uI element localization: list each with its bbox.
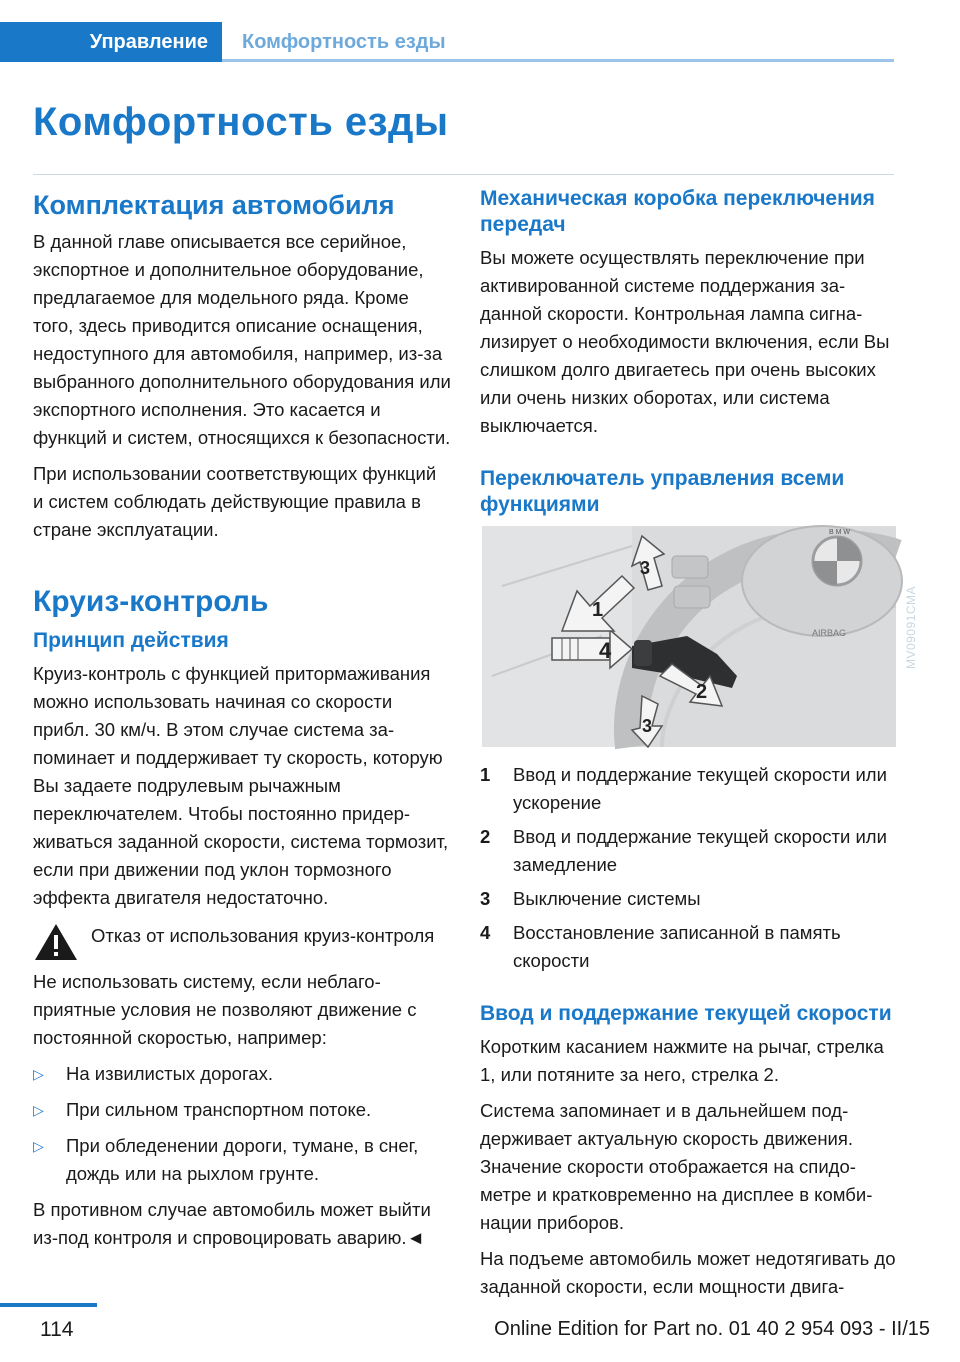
heading-input-speed: Ввод и поддержание текущей скорости <box>480 1002 892 1025</box>
figure-legend <box>480 761 898 975</box>
list-item: ▷ При сильном транспортном потоке. <box>33 1096 451 1124</box>
heading-equipment: Комплектация автомобиля <box>33 190 395 220</box>
svg-text:4: 4 <box>599 638 612 663</box>
svg-text:1: 1 <box>592 599 604 621</box>
section-tab-control[interactable]: Управление <box>0 22 222 62</box>
paragraph-input-2: Система запоминает и в дальнейшем поддерживает актуальную скорость движения. Значение скорости отображается на спидометре и кратковременно на дисплее в комбинации приборов. <box>480 1100 873 1233</box>
paragraph-manual-gearbox: Вы можете осуществлять переключение при активированной системе поддержания заданной скорости. Контрольная лампа сигнализирует о необходимости включения, если Вы слишком долго двигаетесь при очень высоких или очень низких оборотах, или система выключается. <box>480 247 890 436</box>
paragraph-input-3: На подъеме автомобиль может недотягивать до заданной скорости, если мощности двига- <box>480 1248 896 1297</box>
legend-item: 2 Ввод и поддержание текущей скорости или замедление <box>480 826 887 875</box>
page-header <box>0 0 960 62</box>
paragraph-warning: Не использовать систему, если неблагоприятные условия не позволяют движение с постоянной скоростью, например: <box>33 971 417 1048</box>
badge-letters: B M W <box>829 529 850 536</box>
airbag-label: AIRBAG <box>812 628 847 638</box>
heading-principle: Принцип действия <box>33 629 229 652</box>
svg-text:2: 2 <box>696 681 708 703</box>
right-column <box>480 180 918 1309</box>
legend-item: 4 Восстановление записанной в память скорости <box>480 922 841 971</box>
triangle-bullet-icon: ▷ <box>33 1138 44 1154</box>
title-divider <box>33 174 894 175</box>
warning-title: Отказ от использования круиз-контроля <box>91 925 435 946</box>
left-column <box>33 180 451 1260</box>
warning-block <box>33 922 451 962</box>
page-title: Комфортность езды <box>33 100 449 144</box>
section-tab-driving-comfort[interactable]: Комфортность езды <box>242 30 446 53</box>
steering-wheel-illustration <box>482 526 918 747</box>
heading-cruise-control: Круиз-контроль <box>33 585 269 618</box>
list-item: ▷ При обледенении дороги, тумане, в снег, дождь или на рыхлом грунте. <box>33 1132 451 1188</box>
paragraph-principle: Круиз-контроль с функцией притормаживания можно использовать начиная со скорости прибл. 30 км/ч. В этом случае система запоминает и поддерживает ту скорость, которую Вы задаете подрулевым рычажным переключателем. Чтобы постоянно придерживаться заданной скорости, система тормозит, если при движении под уклон тормозного эффекта двигателя недостаточно. <box>33 663 449 908</box>
heading-manual-gearbox: Механическая коробка переключения передач <box>480 187 875 236</box>
svg-text:3: 3 <box>642 716 653 736</box>
edition-info: Online Edition for Part no. 01 40 2 954 093 - II/15 <box>494 1318 930 1340</box>
svg-text:3: 3 <box>640 558 651 578</box>
paragraph-end: В противном случае автомобиль может выйти из-под контроля и спровоцировать аварию.◄ <box>33 1199 431 1248</box>
paragraph-equipment-2: При использовании соответствующих функций и систем соблюдать действующие правила в стране эксплуатации. <box>33 463 437 540</box>
header-divider <box>222 59 894 62</box>
heading-switch: Переключатель управления всеми функциями <box>480 467 845 516</box>
legend-item: 1 Ввод и поддержание текущей скорости или ускорение <box>480 764 887 813</box>
steering-wheel-diagram <box>482 526 896 747</box>
footer-divider <box>0 1303 97 1307</box>
warning-icon <box>33 922 79 962</box>
page-number: 114 <box>40 1318 74 1341</box>
legend-item: 3 Выключение системы <box>480 888 701 909</box>
conditions-list <box>33 1060 451 1188</box>
triangle-bullet-icon: ▷ <box>33 1066 44 1082</box>
figure-code: MV09091CMA <box>904 586 918 670</box>
triangle-bullet-icon: ▷ <box>33 1102 44 1118</box>
list-item: ▷ На извилистых дорогах. <box>33 1060 451 1088</box>
paragraph-equipment-1: В данной главе описывается все серийное, экспортное и дополнительное оборудование, предлагаемое для модельного ряда. Кроме того, здесь приводится описание оснащения, недоступного для автомобиля, например, из-за выбранного дополнительного оборудования или экспортного исполнения. Это касается и функций и систем, относящихся к безопасности. <box>33 231 451 448</box>
paragraph-input-1: Коротким касанием нажмите на рычаг, стрелка 1, или потяните за него, стрелка 2. <box>480 1036 884 1085</box>
